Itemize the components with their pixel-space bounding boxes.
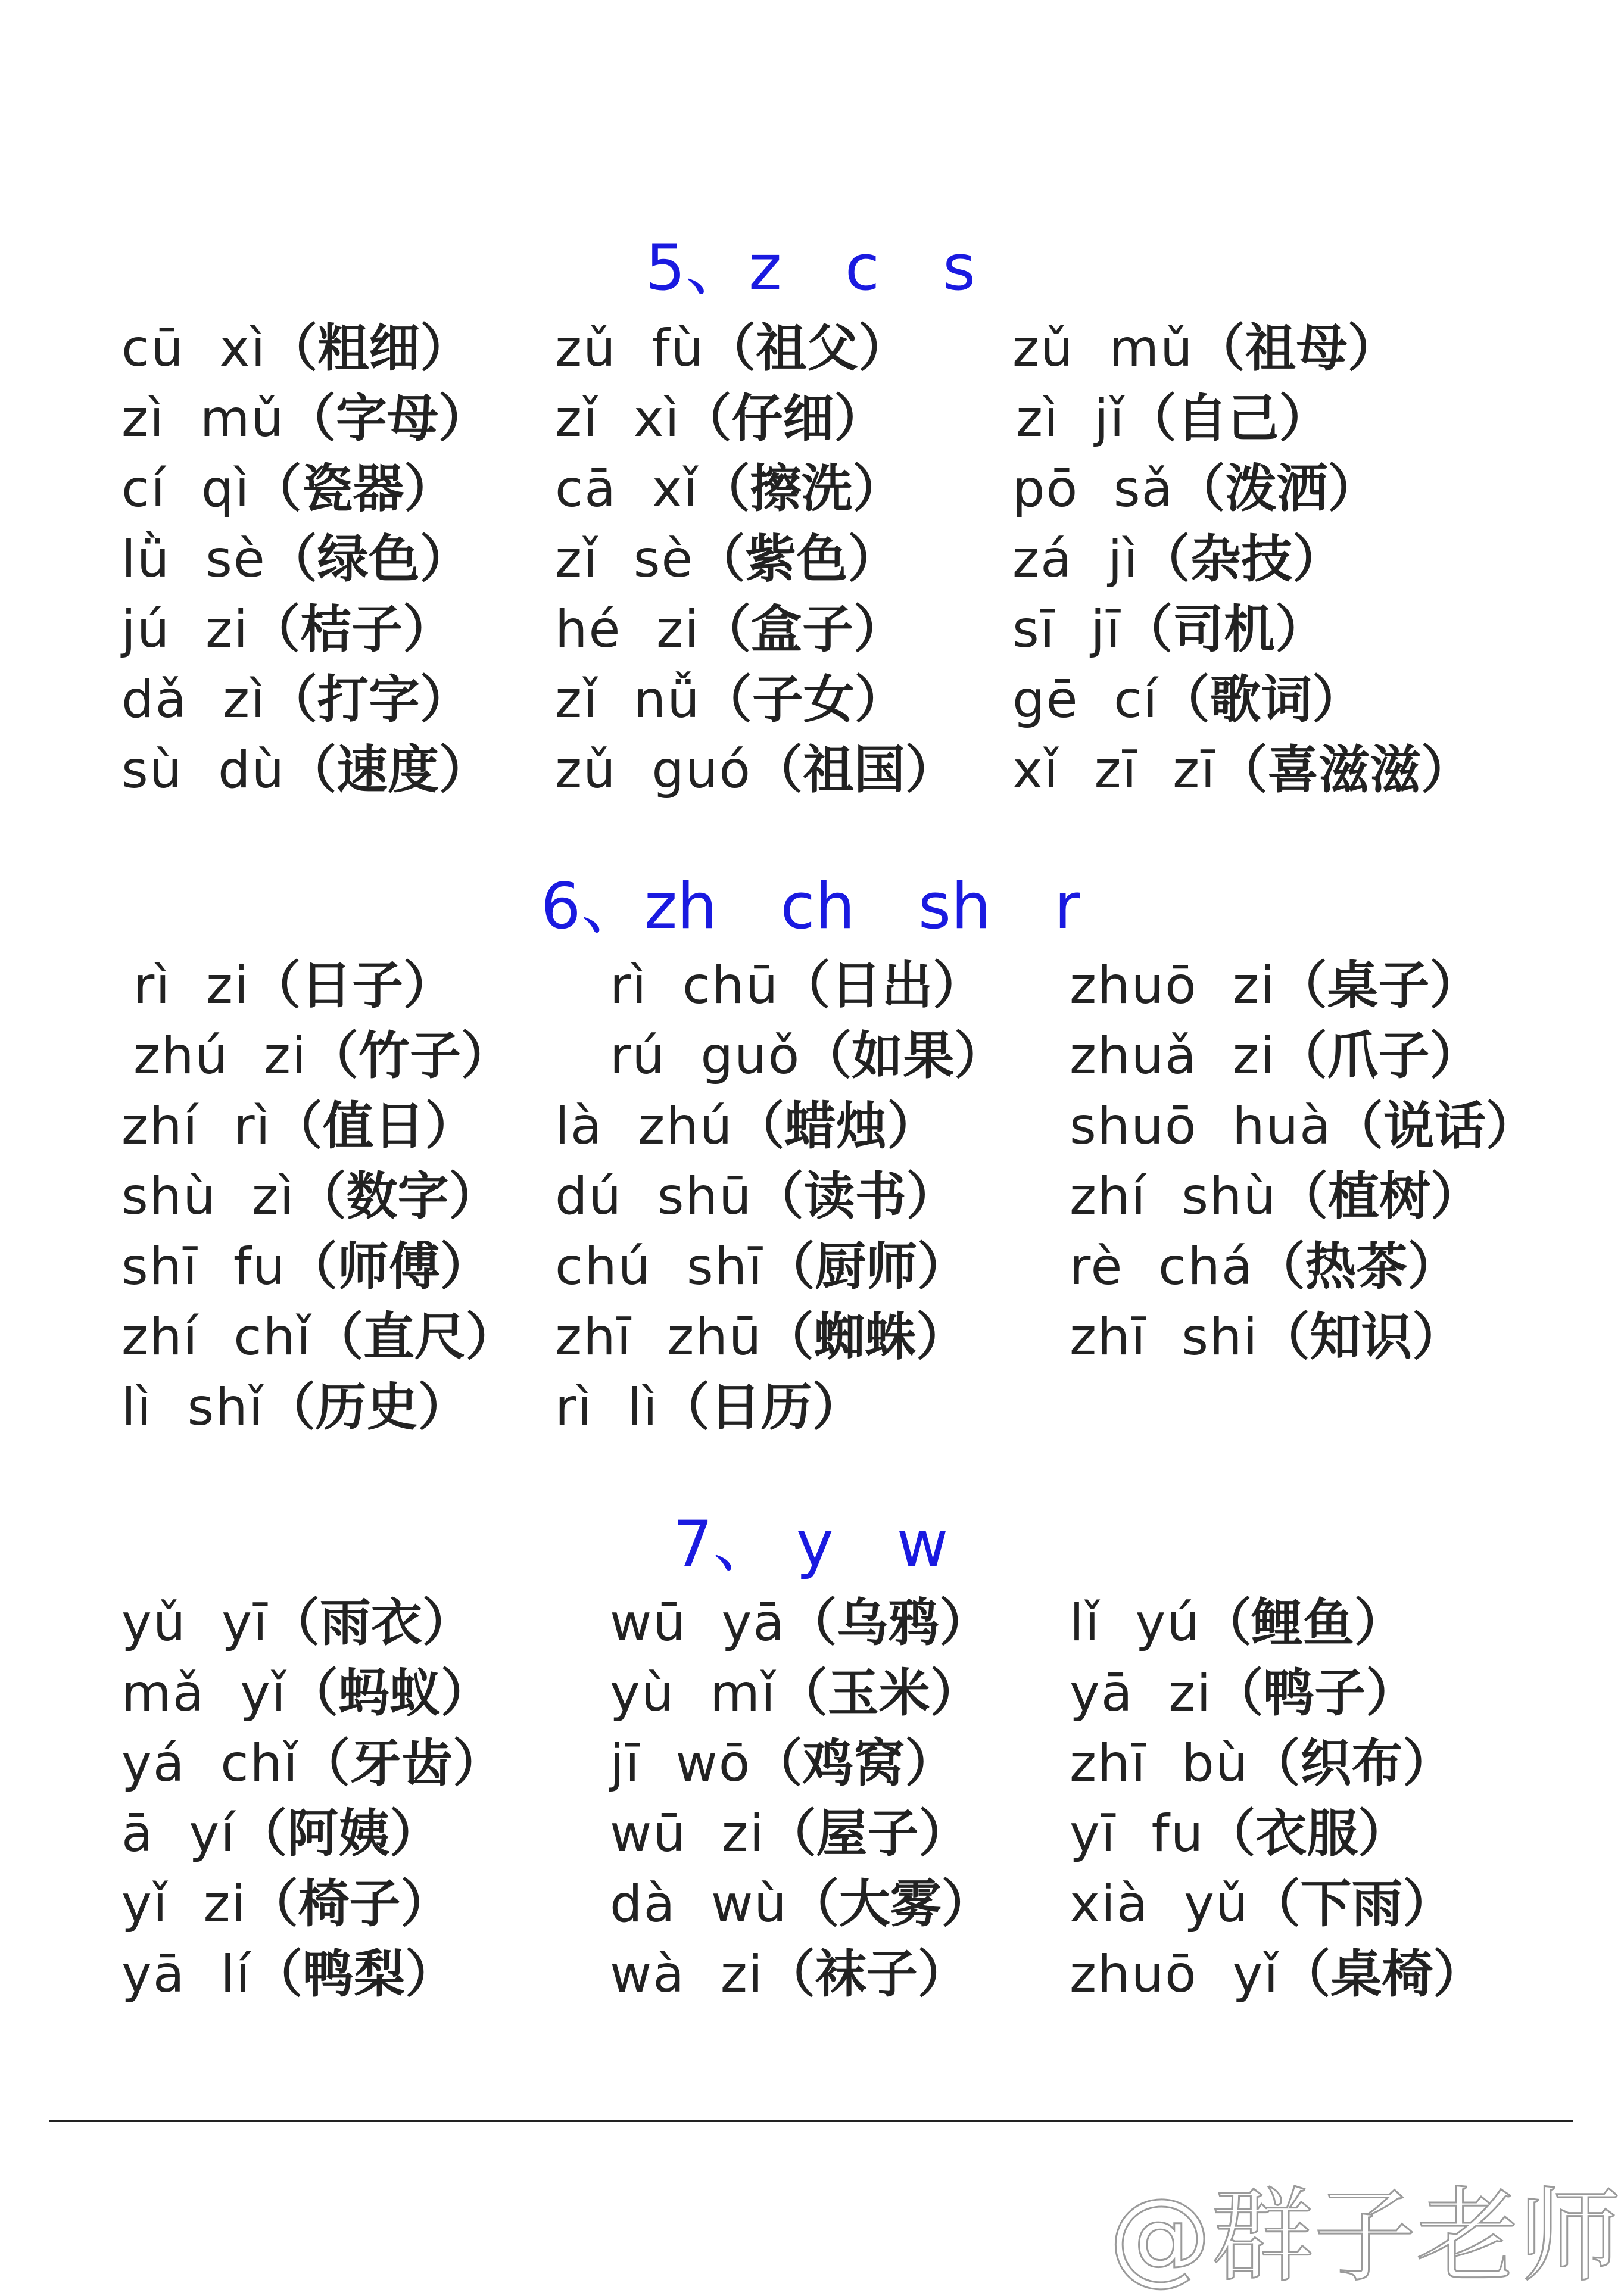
hanzi: （鸡窝）	[751, 1734, 956, 1793]
section-5-heading: 5、z c s	[645, 231, 976, 304]
pinyin: dà wù	[610, 1874, 788, 1934]
word-entry	[610, 1731, 956, 1796]
word-entry	[555, 386, 886, 451]
hanzi: （紫色）	[694, 529, 899, 589]
pinyin: zá jì	[1012, 529, 1139, 589]
word-entry	[133, 953, 454, 1018]
word-entry	[121, 1375, 469, 1440]
hanzi: （蜘蛛）	[762, 1307, 968, 1367]
section-7-heading: 7、 y w	[672, 1507, 949, 1581]
pinyin: wū zi	[610, 1804, 765, 1864]
word-entry	[1012, 667, 1363, 733]
hanzi: （读书）	[752, 1167, 958, 1226]
hanzi: （喜滋滋）	[1216, 740, 1473, 800]
hanzi: （泼洒）	[1174, 459, 1379, 519]
hanzi: （桌椅）	[1279, 1945, 1485, 2004]
word-entry	[1070, 1304, 1463, 1370]
word-entry	[1070, 1590, 1405, 1656]
hanzi: （盒子）	[700, 600, 905, 659]
word-entry	[1070, 1164, 1482, 1229]
word-entry	[1070, 1871, 1454, 1937]
hanzi: （擦洗）	[699, 459, 904, 519]
hanzi: （蚂蚁）	[286, 1663, 492, 1723]
hanzi: （仔细）	[680, 389, 886, 448]
pinyin: yù mǐ	[610, 1663, 777, 1723]
word-entry	[555, 1375, 864, 1440]
word-entry	[1012, 316, 1399, 381]
pinyin: zhī bù	[1070, 1734, 1249, 1793]
pinyin: shù zì	[121, 1167, 295, 1226]
hanzi: （竹子）	[307, 1026, 512, 1086]
hanzi: （乌鸦）	[785, 1593, 991, 1653]
hanzi: （数字）	[295, 1167, 500, 1226]
hanzi: （袜子）	[763, 1945, 969, 2004]
pinyin: zì mǔ	[121, 389, 285, 448]
word-entry	[1070, 1094, 1537, 1159]
hanzi: （自己）	[1125, 389, 1330, 448]
hanzi: （阿姨）	[236, 1804, 441, 1864]
pinyin: lì shǐ	[121, 1378, 264, 1437]
word-entry	[555, 1304, 967, 1370]
pinyin: zhí rì	[121, 1096, 272, 1156]
word-entry	[1070, 1023, 1481, 1089]
word-entry	[610, 1942, 969, 2007]
pinyin: yā lí	[121, 1945, 252, 2004]
word-entry	[121, 386, 490, 451]
pinyin: rì zi	[133, 956, 250, 1015]
word-entry	[1012, 737, 1472, 803]
pinyin: zhú zi	[133, 1026, 307, 1086]
pinyin: zhī shi	[1070, 1307, 1259, 1367]
pinyin: zhí shù	[1070, 1167, 1277, 1226]
hanzi: （鸭子）	[1212, 1663, 1417, 1723]
pinyin: shuō huà	[1070, 1096, 1332, 1156]
pinyin: zhuǎ zi	[1070, 1026, 1276, 1086]
pinyin: cí qì	[121, 459, 251, 519]
pinyin: zhí chǐ	[121, 1307, 312, 1367]
word-entry	[555, 316, 909, 381]
hanzi: （司机）	[1121, 600, 1327, 659]
pinyin: zǐ xì	[555, 389, 681, 448]
hanzi: （大雾）	[787, 1874, 993, 1934]
hanzi: （速度）	[285, 740, 491, 800]
word-entry	[121, 737, 490, 803]
word-entry	[610, 1590, 990, 1656]
pinyin: shī fu	[121, 1237, 286, 1297]
hanzi: （雨衣）	[268, 1593, 473, 1653]
pinyin: jú zi	[121, 600, 250, 659]
hanzi: （子女）	[700, 670, 906, 730]
pinyin: xǐ zī zī	[1012, 740, 1217, 800]
hanzi: （粗细）	[266, 319, 472, 378]
hanzi: （绿色）	[266, 529, 471, 589]
word-entry	[1070, 1942, 1484, 2007]
word-entry	[1016, 386, 1330, 451]
hanzi: （祖国）	[752, 740, 957, 800]
hanzi: （蜡烛）	[733, 1096, 939, 1156]
word-entry	[121, 667, 471, 733]
pinyin: hé zi	[555, 600, 700, 659]
pinyin: zhuō yǐ	[1070, 1945, 1280, 2004]
hanzi: （直尺）	[311, 1307, 517, 1367]
word-entry	[121, 456, 455, 522]
word-entry	[1012, 456, 1379, 522]
pinyin: mǎ yǐ	[121, 1663, 287, 1723]
pinyin: dú shū	[555, 1167, 753, 1226]
word-entry	[555, 1234, 968, 1300]
word-entry	[121, 1590, 473, 1656]
hanzi: （字母）	[285, 389, 490, 448]
word-entry	[121, 1164, 500, 1229]
hanzi: （衣服）	[1204, 1804, 1410, 1864]
word-entry	[121, 1094, 476, 1159]
word-entry	[555, 1164, 958, 1229]
hanzi: （知识）	[1258, 1307, 1464, 1367]
hanzi: （爪子）	[1276, 1026, 1481, 1086]
word-entry	[555, 737, 956, 803]
word-entry	[555, 1094, 938, 1159]
word-entry	[610, 1871, 993, 1937]
hanzi: （师傅）	[286, 1237, 491, 1297]
word-entry	[121, 1661, 492, 1726]
hanzi: （厨师）	[763, 1237, 969, 1297]
pinyin: sù dù	[121, 740, 286, 800]
hanzi: （日出）	[779, 956, 984, 1015]
section-6-heading: 6、zh ch sh r	[541, 870, 1080, 943]
pinyin: cā xǐ	[555, 459, 699, 519]
pinyin: yǔ yī	[121, 1593, 269, 1653]
pinyin: rú guǒ	[610, 1026, 801, 1086]
pinyin: rì chū	[610, 956, 780, 1015]
pinyin: yī fu	[1070, 1804, 1205, 1864]
pinyin: zǐ sè	[555, 529, 694, 589]
word-entry	[121, 527, 471, 592]
watermark: @群子老师	[1109, 2176, 1621, 2296]
hanzi: （桔子）	[249, 600, 454, 659]
word-entry	[610, 1023, 1005, 1089]
hanzi: （杂技）	[1139, 529, 1344, 589]
hanzi: （值日）	[271, 1096, 476, 1156]
pinyin: gē cí	[1012, 670, 1159, 730]
pinyin: yǐ zi	[121, 1874, 247, 1934]
word-entry	[121, 1304, 517, 1370]
hanzi: （历史）	[264, 1378, 469, 1437]
hanzi: （玉米）	[776, 1663, 981, 1723]
hanzi: （牙齿）	[298, 1734, 504, 1793]
hanzi: （说话）	[1332, 1096, 1537, 1156]
pinyin: sī jī	[1012, 600, 1122, 659]
pinyin: zǔ mǔ	[1012, 319, 1194, 378]
word-entry	[555, 667, 906, 733]
word-entry	[121, 1731, 504, 1796]
pinyin: zǔ fù	[555, 319, 705, 378]
pinyin: ā yí	[121, 1804, 236, 1864]
word-entry	[1070, 953, 1480, 1018]
word-entry	[610, 1801, 970, 1867]
word-entry	[555, 456, 903, 522]
word-entry	[121, 316, 471, 381]
hanzi: （日子）	[249, 956, 454, 1015]
word-entry	[610, 1661, 981, 1726]
pinyin: chú shī	[555, 1237, 764, 1297]
pinyin: jī wō	[610, 1734, 752, 1793]
word-entry	[610, 953, 984, 1018]
pinyin: zǔ guó	[555, 740, 752, 800]
hanzi: （祖母）	[1193, 319, 1399, 378]
word-entry	[1070, 1661, 1417, 1726]
word-entry	[121, 1234, 491, 1300]
hanzi: （椅子）	[247, 1874, 452, 1934]
pinyin: yá chǐ	[121, 1734, 299, 1793]
pinyin: lǐ yú	[1070, 1593, 1201, 1653]
word-entry	[121, 1942, 456, 2007]
pinyin: wà zi	[610, 1945, 764, 2004]
hanzi: （下雨）	[1249, 1874, 1454, 1934]
hanzi: （日历）	[658, 1378, 864, 1437]
pinyin: cū xì	[121, 319, 267, 378]
pinyin: dǎ zì	[121, 670, 266, 730]
hanzi: （鸭梨）	[251, 1945, 457, 2004]
hanzi: （植树）	[1277, 1167, 1482, 1226]
pinyin: xià yǔ	[1070, 1874, 1249, 1934]
hanzi: （祖父）	[704, 319, 910, 378]
hanzi: （鲤鱼）	[1200, 1593, 1405, 1653]
hanzi: （屋子）	[765, 1804, 970, 1864]
word-entry	[555, 597, 905, 662]
pinyin: zhī zhū	[555, 1307, 763, 1367]
pinyin: là zhú	[555, 1096, 734, 1156]
word-entry	[555, 527, 899, 592]
hanzi: （歌词）	[1158, 670, 1364, 730]
hanzi: （热茶）	[1254, 1237, 1459, 1297]
pinyin: zhuō zi	[1070, 956, 1276, 1015]
pinyin: rì lì	[555, 1378, 659, 1437]
pinyin: lǜ sè	[121, 529, 266, 589]
pinyin: pō sǎ	[1012, 459, 1174, 519]
word-entry	[133, 1023, 512, 1089]
word-entry	[1070, 1801, 1409, 1867]
pinyin: rè chá	[1070, 1237, 1254, 1297]
pinyin: zǐ nǚ	[555, 670, 701, 730]
footer-divider	[49, 2120, 1573, 2122]
word-entry	[121, 597, 454, 662]
word-entry	[1012, 597, 1326, 662]
pinyin: yā zi	[1070, 1663, 1212, 1723]
pinyin: wū yā	[610, 1593, 786, 1653]
word-entry	[121, 1801, 441, 1867]
word-entry	[1070, 1731, 1454, 1796]
hanzi: （如果）	[800, 1026, 1006, 1086]
hanzi: （织布）	[1249, 1734, 1454, 1793]
word-entry	[1070, 1234, 1459, 1300]
word-entry	[1012, 527, 1343, 592]
hanzi: （打字）	[266, 670, 471, 730]
pinyin: zì jǐ	[1016, 389, 1126, 448]
word-entry	[121, 1871, 452, 1937]
hanzi: （瓷器）	[250, 459, 456, 519]
hanzi: （桌子）	[1276, 956, 1481, 1015]
